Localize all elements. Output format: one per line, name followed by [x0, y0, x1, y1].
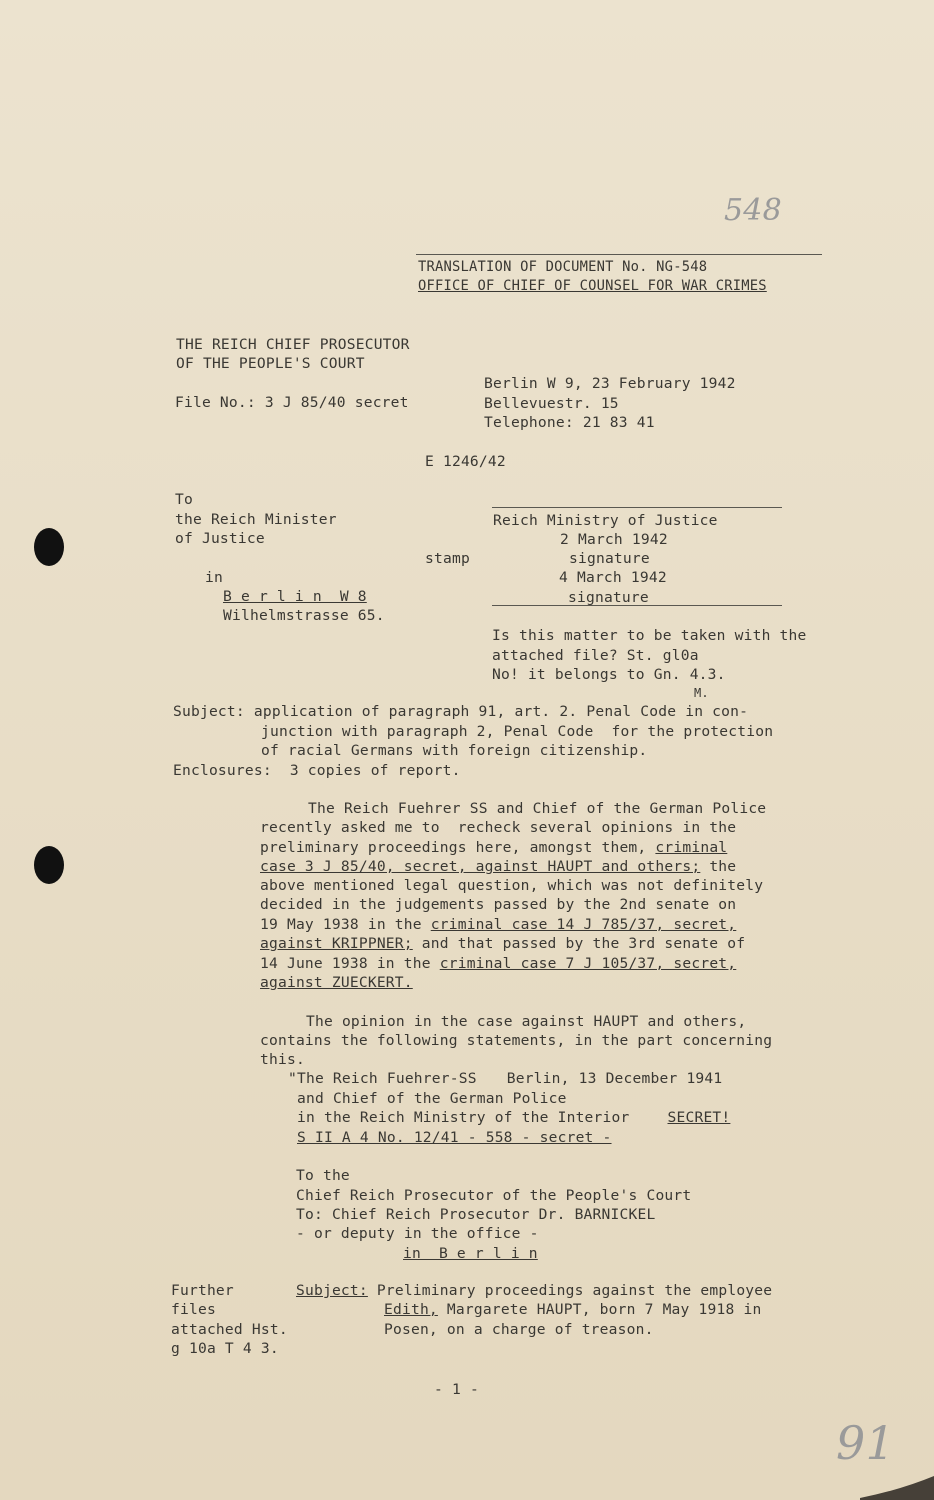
stamp-line-2: 2 March 1942 — [560, 531, 668, 548]
para1-line-6: decided in the judgements passed by the 2nd senate on — [260, 896, 737, 913]
quote-line-4: S II A 4 No. 12/41 - 558 - secret - — [297, 1129, 612, 1146]
quote-to: To the — [296, 1167, 350, 1184]
para1-line-3-underlined: criminal — [655, 839, 728, 856]
recipient-in: in — [205, 569, 223, 586]
header-rule — [416, 254, 822, 255]
punch-hole-top — [34, 528, 64, 566]
address-line-2: Bellevuestr. 15 — [484, 395, 619, 412]
header-line-1: TRANSLATION OF DOCUMENT No. NG-548 — [418, 259, 708, 275]
quote-recipient-4 — [403, 1244, 538, 1263]
subject2-label: Subject: — [296, 1282, 368, 1299]
stamp-line-4: 4 March 1942 — [559, 569, 667, 586]
file-number: File No.: 3 J 85/40 secret — [175, 394, 409, 411]
subject-line-3: of racial Germans with foreign citizenship. — [261, 742, 648, 759]
quote-recipient-2: To: Chief Reich Prosecutor Dr. BARNICKEL — [296, 1206, 656, 1223]
handwritten-folio-number: 91 — [836, 1416, 895, 1470]
handwritten-page-number: 548 — [724, 193, 782, 228]
para1-line-7-text: 19 May 1938 in the — [260, 916, 431, 933]
para1-line-7 — [260, 915, 736, 934]
further-line-2: files — [171, 1301, 216, 1318]
address-line-3: Telephone: 21 83 41 — [484, 414, 655, 431]
recipient-line-1: the Reich Minister — [175, 511, 337, 528]
para1-line-9-text: 14 June 1938 in the — [260, 955, 440, 972]
punch-hole-bottom — [34, 846, 64, 884]
recipient-city: B e r l i n W 8 — [223, 588, 367, 605]
para1-line-9 — [260, 954, 736, 973]
note-line-1: Is this matter to be taken with the — [492, 627, 807, 644]
stamp-line-5: signature — [568, 589, 649, 606]
subject2-name-rest: Margarete HAUPT, born 7 May 1918 in — [437, 1301, 762, 1318]
reference-number: E 1246/42 — [425, 453, 506, 470]
stamp-line-1: Reich Ministry of Justice — [493, 512, 718, 529]
quote-recipient-1: Chief Reich Prosecutor of the People's Court — [296, 1187, 692, 1204]
quote-line-1 — [288, 1069, 722, 1088]
stamp-rule-bottom — [492, 605, 782, 606]
enclosures: Enclosures: 3 copies of report. — [173, 762, 461, 779]
subject2-line-2 — [384, 1300, 761, 1319]
quote-recipient-3: - or deputy in the office - — [296, 1225, 539, 1242]
subject2-line-1 — [296, 1281, 772, 1300]
quote-line-2: and Chief of the German Police — [297, 1090, 567, 1107]
para1-line-2: recently asked me to recheck several opinions in the — [260, 819, 737, 836]
recipient-street: Wilhelmstrasse 65. — [223, 607, 385, 624]
para1-line-9-underlined: criminal case 7 J 105/37, secret, — [439, 955, 737, 972]
para1-line-8-underlined: against KRIPPNER; — [260, 935, 413, 952]
corner-smudge — [860, 1470, 934, 1500]
subject2-first-name: Edith, — [384, 1301, 438, 1318]
address-line-1: Berlin W 9, 23 February 1942 — [484, 375, 736, 392]
para1-line-8-text: and that passed by the 3rd senate of — [412, 935, 746, 952]
quote-ministry: in the Reich Ministry of the Interior — [297, 1109, 630, 1126]
further-line-1: Further — [171, 1282, 234, 1299]
sender-line-1: THE REICH CHIEF PROSECUTOR — [176, 336, 410, 353]
quote-line-3 — [297, 1108, 730, 1127]
further-line-4: g 10a T 4 3. — [171, 1340, 279, 1357]
quote-date: Berlin, 13 December 1941 — [506, 1070, 723, 1087]
sender-line-2: OF THE PEOPLE'S COURT — [176, 355, 365, 372]
subject2-line-3: Posen, on a charge of treason. — [384, 1321, 654, 1338]
stamp-line-3: signature — [569, 550, 650, 567]
para1-line-8 — [260, 934, 745, 953]
recipient-line-2: of Justice — [175, 530, 265, 547]
recipient-to: To — [175, 491, 193, 508]
para2-line-3: this. — [260, 1051, 305, 1068]
page-number: - 1 - — [434, 1381, 479, 1398]
para1-line-5: above mentioned legal question, which was not definitely — [260, 877, 764, 894]
subject-line-1: Subject: application of paragraph 91, art. 2. Penal Code in con- — [173, 703, 749, 720]
stamp-rule-top — [492, 507, 782, 508]
para2-line-2: contains the following statements, in the part concerning — [260, 1032, 773, 1049]
header-line-2: OFFICE OF CHIEF OF COUNSEL FOR WAR CRIMES — [418, 278, 767, 294]
stamp-label: stamp — [425, 550, 470, 567]
quote-sender: "The Reich Fuehrer-SS — [288, 1070, 477, 1087]
subject-line-2: junction with paragraph 2, Penal Code for the protection — [261, 723, 774, 740]
para2-line-1: The opinion in the case against HAUPT and others, — [306, 1013, 747, 1030]
para1-line-3-text: preliminary proceedings here, amongst them, — [260, 839, 656, 856]
note-line-4: M. — [694, 686, 709, 700]
para1-line-1: The Reich Fuehrer SS and Chief of the German Police — [308, 800, 767, 817]
note-line-3: No! it belongs to Gn. 4.3. — [492, 666, 726, 683]
para1-line-4 — [260, 857, 736, 876]
para1-line-3 — [260, 838, 727, 857]
para1-line-7-underlined: criminal case 14 J 785/37, secret, — [430, 916, 737, 933]
note-line-2: attached file? St. gl0a — [492, 647, 699, 664]
subject2-text: Preliminary proceedings against the employee — [367, 1282, 773, 1299]
para1-line-4-text: the — [700, 858, 737, 875]
quote-city: in B e r l i n — [403, 1245, 538, 1262]
para1-line-4-underlined: case 3 J 85/40, secret, against HAUPT and others; — [260, 858, 701, 875]
further-line-3: attached Hst. — [171, 1321, 288, 1338]
para1-line-10: against ZUECKERT. — [260, 974, 413, 991]
quote-secret-mark: SECRET! — [667, 1109, 731, 1126]
